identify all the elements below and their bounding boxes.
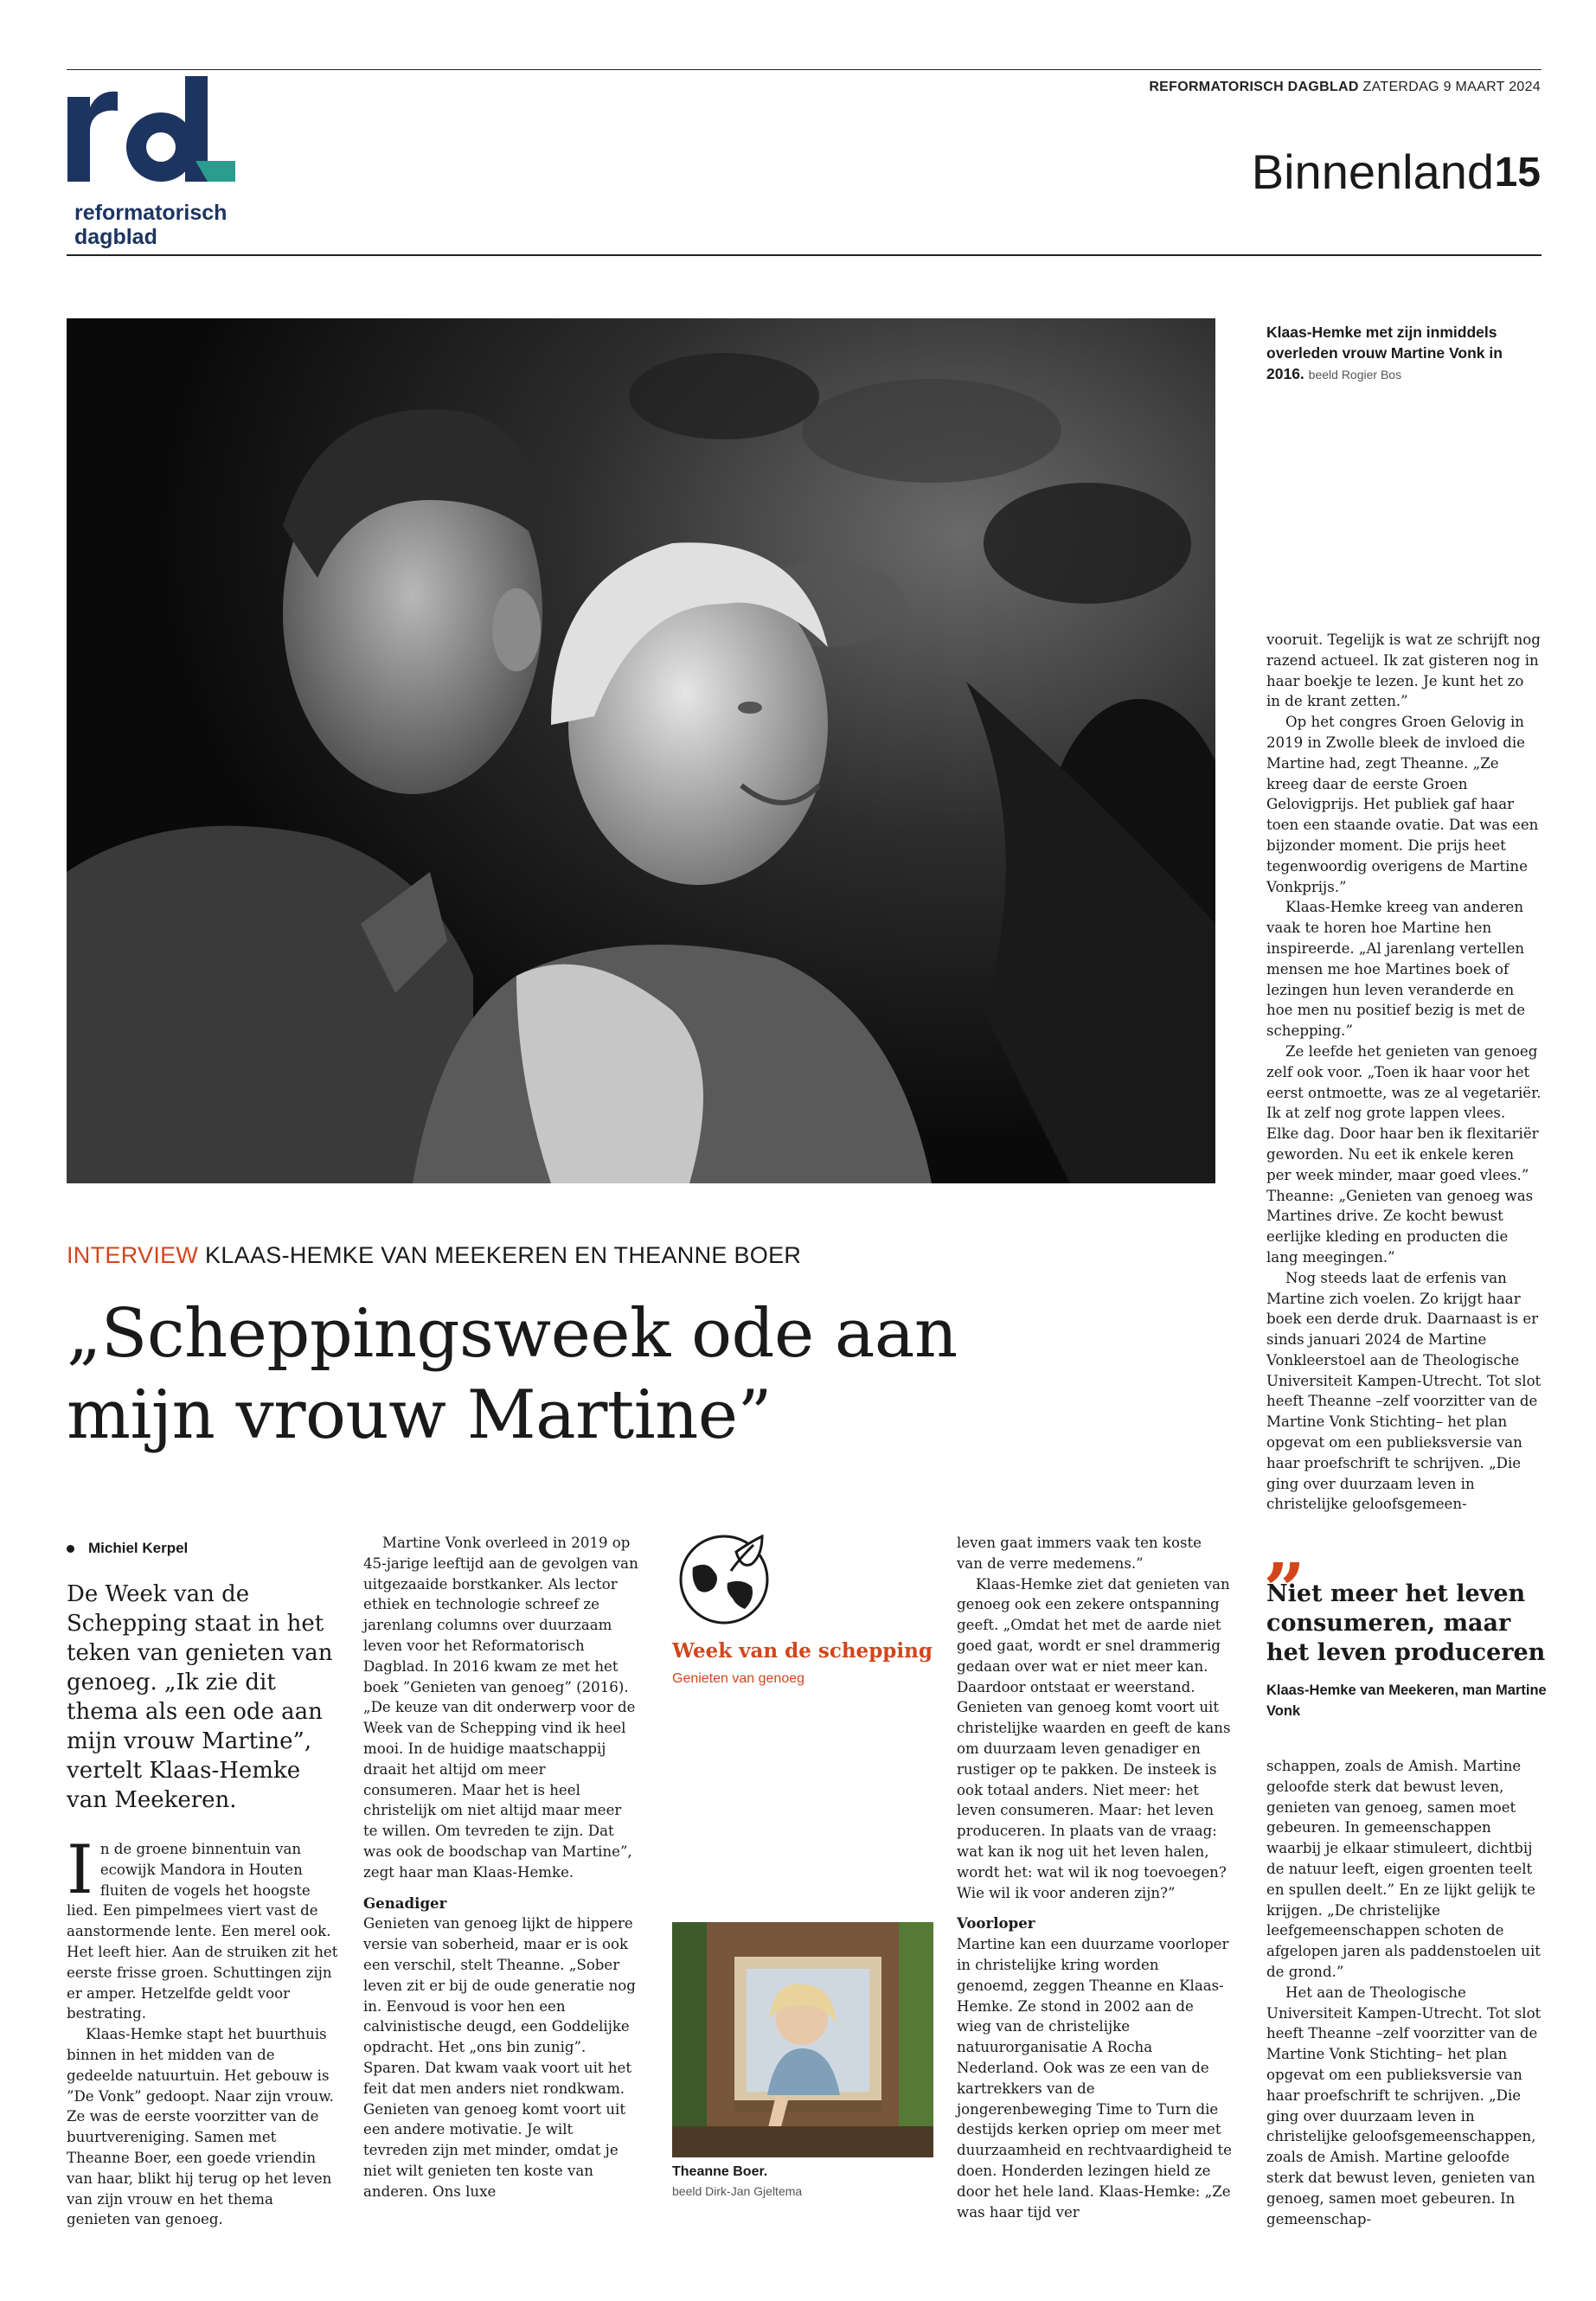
masthead-rule — [67, 254, 1542, 256]
paper-name: REFORMATORISCH DAGBLAD — [1149, 80, 1359, 94]
byline-author: Michiel Kerpel — [88, 1540, 189, 1556]
paragraph-text: n de groene binnentuin van ecowijk Mandora in Houten fluiten de vogels het hoogste lied. Een pimpelmees viert vast de aanstormende lente. Een merel ook. Het leeft hier. Aan de struiken zit het eerste frisse groen. Schuttingen zijn er amper. Hetzelfde geldt voor bestrating. — [67, 1841, 338, 2022]
paragraph — [67, 1831, 340, 2024]
article-kicker — [67, 1242, 801, 1269]
rd-logo — [66, 71, 239, 192]
inset-credit: beeld Dirk-Jan Gjeltema — [672, 2184, 803, 2198]
headline-line1: „Scheppingsweek ode aan — [67, 1295, 958, 1373]
column-4 — [957, 1533, 1232, 2222]
paragraph: Ze leefde het genieten van genoeg zelf ook voor. „Toen ik haar voor het eerst ontmoette, was ze al vegetariër. Ik at zelf nog grote lappen vlees. Elke dag. Door haar ben ik flexitariër geworden. Nu eet ik enkele keren per week minder, maar goed vlees.” Theanne: „Genieten van genoeg was Martines drive. Ze kocht bewust eerlijke kleding en producten die lang meegingen.” — [1266, 1042, 1542, 1266]
subheading: Voorloper — [957, 1914, 1035, 1932]
week-subtitle: Genieten van genoeg — [672, 1671, 805, 1686]
photo-credit: beeld Rogier Bos — [1308, 368, 1402, 381]
paragraph: schappen, zoals de Amish. Martine geloofde sterk dat bewust leven, genieten van genoeg, samen moet gebeuren. In gemeenschappen waarbij je elkaar stimuleert, dichtbij de natuur leeft, eigen groenten teelt en spullen deelt.” En ze lijkt gelijk te krijgen. „De christelijke leefgemeenschappen schoten de afgelopen jaren als paddenstoelen uit de grond.” — [1266, 1758, 1541, 1980]
paragraph: Genieten van genoeg lijkt de hippere versie van soberheid, maar er is ook een verschil, stelt Theanne. „Sober leven zit er bij de oude generatie nog in. Eenvoud is voor hen een calvinistische deugd, een Goddelijke opdracht. Het „ons bin zunig”. Sparen. Dat kwam vaak voort uit het feit dat men anders niet rondkwam. Genieten van genoeg komt voort uit een andere motivatie. Je wilt tevreden zijn met minder, omdat je niet wilt genieten ten koste van anderen. Ons luxe — [363, 1915, 636, 2200]
column-5-bottom — [1266, 1756, 1542, 2229]
week-title: Week van de schepping — [672, 1639, 933, 1663]
paragraph: Klaas-Hemke kreeg van anderen vaak te horen hoe Martine hen inspireerde. „Al jarenlang vertellen mensen me hoe Martines boek of lezingen hun leven veranderde en hoe men nu positief bezig is met de schepping.” — [1266, 899, 1526, 1040]
photo-caption — [1266, 322, 1543, 385]
subheading: Genadiger — [363, 1894, 447, 1912]
logo-subtitle — [74, 201, 227, 249]
byline — [67, 1540, 188, 1557]
paragraph: Martine Vonk overleed in 2019 op 45-jarige leeftijd aan de gevolgen van uitgezaaide borstkanker. Als lector ethiek en technologie schreef ze jarenlang columns over duurzaam leven voor het Reformatorisch Dagblad. In 2016 kwam ze met het boek ”Genieten van genoeg” (2016). „De keuze van dit onderwerp voor de Week van de Schepping vind ik heel mooi. In de huidige maatschappij draait het altijd om meer consumeren. Maar het is heel christelijk om niet altijd maar meer te willen. Om tevreden te zijn. Dat was ook de boodschap van Martine”, zegt haar man Klaas-Hemke. — [363, 1535, 638, 1881]
main-photo — [67, 318, 1215, 1183]
dateline — [1149, 80, 1541, 95]
inset-caption: Theanne Boer. — [672, 2164, 768, 2179]
paragraph: leven gaat immers vaak ten koste van de verre medemens.” — [957, 1535, 1202, 1572]
drop-cap: I — [67, 1831, 93, 1909]
column-1 — [67, 1831, 340, 2230]
theanne-photo-illustration — [672, 1922, 933, 2157]
couple-photo-illustration — [67, 318, 1215, 1183]
paragraph: vooruit. Tegelijk is wat ze schrijft nog razend actueel. Ik zat gisteren nog in haar boekje te lezen. Je kunt het zo in de krant zetten.” — [1266, 631, 1541, 710]
byline-bullet-icon — [67, 1545, 74, 1553]
inset-photo — [672, 1922, 933, 2157]
paragraph: Op het congres Groen Gelovig in 2019 in Zwolle bleek de invloed die Martine had, zegt Theanne. „Ze kreeg daar de eerste Groen Gelovigprijs. Het publiek gaf haar toen een staande ovatie. Dat was een bijzonder moment. Die prijs heet tegenwoordig overigens de Martine Vonkprijs.” — [1266, 714, 1539, 895]
paragraph: Martine kan een duurzame voorloper in christelijke kring worden genoemd, zeggen Theanne en Klaas-Hemke. Ze stond in 2002 aan de wieg van de christelijke natuurorganisatie A Rocha Nederland. Ook was ze een van de kartrekkers van de jongerenbeweging Time to Turn die destijds kerken opriep om meer met duurzaamheid en rechtvaardigheid te doen. Honderden lezingen hield ze door het hele land. Klaas-Hemke: „Ze was haar tijd ver — [957, 1936, 1232, 2221]
photo-caption-text: Klaas-Hemke met zijn inmiddels overleden vrouw Martine Vonk in 2016. — [1266, 324, 1503, 382]
headline-line2: mijn vrouw Martine” — [67, 1376, 772, 1454]
issue-date: ZATERDAG 9 MAART 2024 — [1362, 80, 1541, 94]
kicker-subject: KLAAS-HEMKE VAN MEEKEREN EN THEANNE BOER — [205, 1242, 802, 1268]
column-5-top — [1266, 630, 1542, 1515]
headline — [67, 1293, 1208, 1456]
section-title: Binnenland — [1251, 144, 1494, 199]
logo-subtitle-line2: dagblad — [74, 225, 157, 249]
paragraph: Het aan de Theologische Universiteit Kampen-Utrecht. Tot slot heeft Theanne –zelf voorzitter van de Martine Vonk Stichting– het plan opgevat om een publieksversie van haar proefschrift te schrijven. „Die ging over duurzaam leven in christelijke geloofsgemeenschappen, zoals de Amish. Martine geloofde sterk dat bewust leven, genieten van genoeg, samen moet gebeuren. In gemeenschap- — [1266, 1984, 1542, 2227]
globe-leaf-icon — [672, 1526, 776, 1630]
article-intro: De Week van de Schepping staat in het teken van genieten van genoeg. „Ik zie dit thema als een ode aan mijn vrouw Martine”, vertelt Klaas-Hemke van Meekeren. — [67, 1581, 333, 1813]
pullquote-mark: „ — [1265, 1505, 1307, 1591]
kicker-label: INTERVIEW — [67, 1242, 199, 1268]
paragraph: Klaas-Hemke ziet dat genieten van genoeg ook een zekere ontspanning geeft. „Omdat het met de aarde niet goed gaat, wordt er snel drammerig gedaan over wat er niet meer kan. Daardoor ontstaat er weerstand. Genieten van genoeg komt voort uit christelijke waarden en geeft de kans om duurzaam leven genadiger en rustiger op te pakken. De insteek is ook totaal anders. Niet meer: het leven consumeren. Maar: het leven produceren. In plaats van de vraag: wat kan ik nog uit het leven halen, wordt het: wat wil ik nog toevoegen? Wie wil ik voor anderen zijn?” — [957, 1575, 1231, 1901]
pullquote-attribution: Klaas-Hemke van Meekeren, man Martine Vonk — [1266, 1682, 1547, 1719]
paragraph: Klaas-Hemke stapt het buurthuis binnen in het midden van de gedeelde natuurtuin. Het gebouw is ”De Vonk” gedoopt. Naar zijn vrouw. Ze was de eerste voorzitter van de buurtvereniging. Samen met Theanne Boer, een goede vriendin van haar, blikt hij terug op het leven van zijn vrouw en het thema genieten van genoeg. — [67, 2026, 334, 2228]
logo-subtitle-line1: reformatorisch — [74, 201, 228, 225]
page-number: 15 — [1494, 150, 1541, 195]
column-2 — [363, 1533, 638, 2202]
pullquote-text: Niet meer het leven consumeren, maar het leven produceren — [1266, 1580, 1546, 1666]
top-rule — [67, 69, 1542, 70]
paragraph: Nog steeds laat de erfenis van Martine zich voelen. Zo krijgt haar boek een derde druk. Daarnaast is er sinds januari 2024 de Martine Vonkleerstoel aan de Theologische Universiteit Kampen-Utrecht. Tot slot heeft Theanne –zelf voorzitter van de Martine Vonk Stichting– het plan opgevat om een publieksversie van haar proefschrift te schrijven. „Die ging over duurzaam leven in christelijke geloofsgemeen- — [1266, 1269, 1542, 1513]
